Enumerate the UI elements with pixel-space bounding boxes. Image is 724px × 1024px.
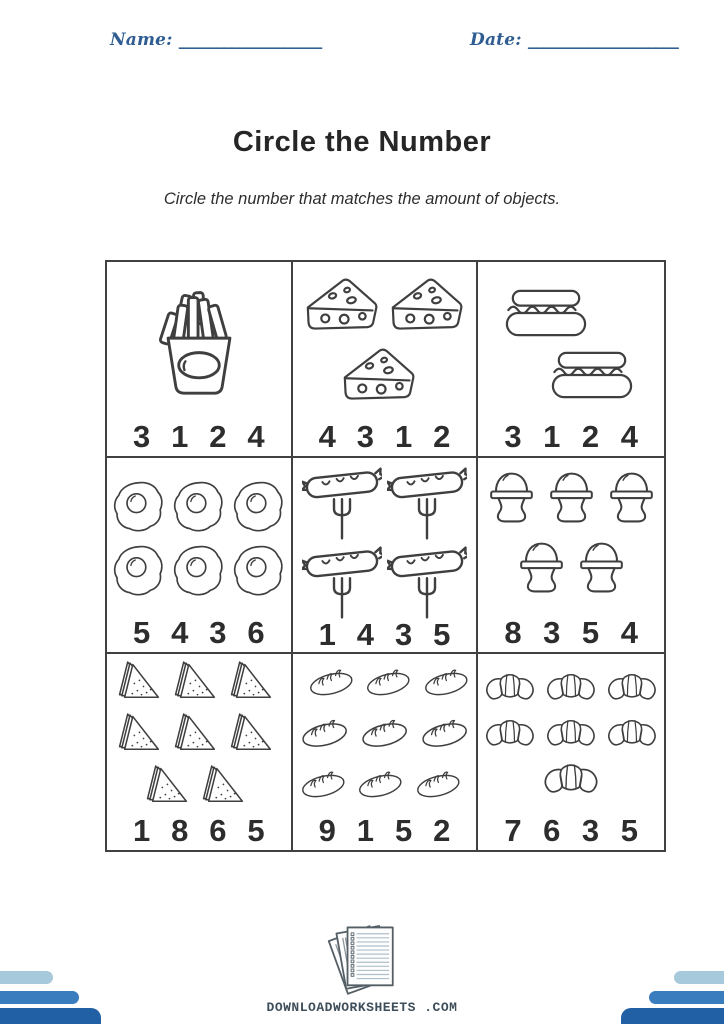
name-field — [110, 30, 321, 50]
boiled-egg-cup-icon — [514, 540, 569, 607]
answer-number-6[interactable]: 6 — [209, 813, 227, 848]
object-row — [297, 464, 473, 540]
fried-egg-icon — [111, 476, 166, 537]
answer-number-6[interactable]: 6 — [247, 615, 265, 650]
answer-number-3[interactable]: 3 — [581, 813, 600, 848]
decoration-bar — [621, 1008, 724, 1024]
grid-cell-cheese — [293, 262, 479, 458]
answer-number-row — [478, 612, 664, 652]
answer-number-2[interactable]: 2 — [209, 419, 227, 454]
object-row — [482, 282, 660, 341]
croissant-icon — [604, 668, 660, 711]
sandwich-icon — [229, 712, 280, 763]
bread-loaf-icon — [305, 660, 358, 708]
date-field — [470, 30, 678, 50]
bread-loaf-icon — [417, 711, 472, 759]
object-row — [111, 284, 287, 400]
object-row — [297, 543, 473, 619]
croissant-icon — [482, 668, 538, 711]
cheese-icon — [302, 274, 382, 341]
answer-number-row — [107, 612, 291, 652]
sandwich-icon — [173, 660, 224, 711]
sausage-object-group — [293, 458, 477, 619]
sandwich-icon — [117, 712, 168, 763]
grid-cell-hotdog — [478, 262, 664, 458]
fries-icon — [140, 284, 258, 400]
hotdog-icon — [498, 282, 594, 341]
answer-number-3[interactable]: 3 — [543, 615, 561, 650]
object-row — [297, 344, 473, 411]
answer-number-row — [478, 810, 664, 850]
answer-number-row — [107, 815, 291, 850]
boiled-egg-cup-icon — [574, 540, 629, 607]
answer-number-row — [293, 619, 477, 654]
answer-number-1[interactable]: 1 — [133, 813, 151, 848]
object-row — [482, 668, 660, 711]
sausage-on-fork-icon — [302, 543, 382, 619]
answer-number-5[interactable]: 5 — [394, 813, 413, 848]
answer-number-2[interactable]: 2 — [433, 419, 451, 454]
bread-object-group — [293, 654, 477, 810]
worksheet-grid — [105, 260, 666, 852]
decoration-bar — [649, 991, 724, 1004]
decoration-bar — [0, 971, 53, 984]
fried-egg-icon — [171, 540, 226, 601]
grid-cell-egg-cup — [478, 458, 664, 654]
object-row — [482, 760, 660, 803]
object-row — [297, 660, 473, 708]
answer-number-4[interactable]: 4 — [356, 617, 375, 652]
decoration-bar — [0, 991, 79, 1004]
answer-number-row — [107, 416, 291, 456]
fried-egg-icon — [111, 540, 166, 601]
bread-loaf-icon — [297, 762, 350, 810]
bread-loaf-icon — [362, 660, 415, 708]
object-row — [297, 274, 473, 341]
cheese-icon — [339, 344, 419, 411]
object-row — [482, 714, 660, 757]
object-row — [111, 476, 287, 537]
fried-egg-icon — [231, 476, 286, 537]
downloadworksheets-logo — [0, 922, 724, 1015]
answer-number-4[interactable]: 4 — [318, 419, 336, 454]
answer-number-row — [293, 416, 477, 456]
croissant-icon — [543, 714, 599, 757]
croissant-icon — [543, 668, 599, 711]
date-label: Date: — [470, 30, 522, 50]
cheese-icon — [387, 274, 467, 341]
grid-cell-sandwich — [107, 654, 293, 850]
answer-number-row — [293, 810, 477, 850]
answer-number-1[interactable]: 1 — [394, 419, 413, 454]
sandwich-icon — [173, 712, 224, 763]
answer-number-9[interactable]: 9 — [318, 813, 336, 848]
answer-number-3[interactable]: 3 — [356, 419, 375, 454]
object-row — [111, 660, 287, 711]
answer-number-2[interactable]: 2 — [433, 813, 451, 848]
answer-number-4[interactable]: 4 — [620, 615, 638, 650]
sandwich-icon — [117, 660, 168, 711]
hotdog-object-group — [478, 262, 664, 416]
answer-number-4[interactable]: 4 — [247, 419, 265, 454]
answer-number-8[interactable]: 8 — [171, 813, 189, 848]
answer-number-5[interactable]: 5 — [247, 813, 265, 848]
decoration-bar — [0, 1008, 101, 1024]
bread-loaf-icon — [412, 762, 465, 810]
answer-number-3[interactable]: 3 — [504, 419, 522, 454]
object-row — [111, 764, 287, 815]
object-row — [111, 712, 287, 763]
answer-number-row — [478, 416, 664, 456]
answer-number-3[interactable]: 3 — [394, 617, 413, 652]
answer-number-1[interactable]: 1 — [543, 419, 561, 454]
bread-loaf-icon — [420, 660, 473, 708]
answer-number-1[interactable]: 1 — [171, 419, 189, 454]
page-title: Circle the Number — [232, 126, 492, 158]
object-row — [111, 540, 287, 601]
answer-number-3[interactable]: 3 — [209, 615, 227, 650]
fried-egg-icon — [171, 476, 226, 537]
decoration-bar — [674, 971, 724, 984]
object-row — [297, 711, 473, 759]
bread-loaf-icon — [357, 711, 412, 759]
sausage-on-fork-icon — [387, 543, 467, 619]
answer-number-8[interactable]: 8 — [504, 615, 522, 650]
page-instructions: Circle the number that matches the amount of objects. — [163, 190, 561, 208]
boiled-egg-cup-icon — [544, 470, 599, 537]
answer-number-5[interactable]: 5 — [620, 813, 638, 848]
sandwich-icon — [229, 660, 280, 711]
answer-number-2[interactable]: 2 — [581, 419, 600, 454]
answer-number-4[interactable]: 4 — [171, 615, 189, 650]
boiled-egg-cup-icon — [604, 470, 659, 537]
grid-cell-croissant — [478, 654, 664, 850]
answer-number-7[interactable]: 7 — [504, 813, 522, 848]
cheese-object-group — [293, 262, 477, 416]
hotdog-icon — [544, 344, 640, 403]
bread-loaf-icon — [297, 711, 352, 759]
answer-number-6[interactable]: 6 — [543, 813, 561, 848]
stacked-worksheets-icon — [316, 922, 408, 998]
answer-number-5[interactable]: 5 — [133, 615, 151, 650]
name-label: Name: — [110, 30, 173, 50]
boiled-egg-cup-icon — [484, 470, 539, 537]
croissant-icon — [482, 714, 538, 757]
fried-egg-icon — [231, 540, 286, 601]
grid-cell-bread — [293, 654, 479, 850]
fried-egg-object-group — [107, 458, 291, 612]
answer-number-1[interactable]: 1 — [318, 617, 336, 652]
fries-object-group — [107, 262, 291, 416]
sandwich-object-group — [107, 654, 291, 815]
sausage-on-fork-icon — [387, 464, 467, 540]
croissant-object-group — [478, 654, 664, 810]
answer-number-5[interactable]: 5 — [433, 617, 451, 652]
date-blank-line[interactable]: ____________________ — [527, 30, 678, 50]
object-row — [297, 762, 473, 810]
sandwich-icon — [201, 764, 252, 815]
sandwich-icon — [145, 764, 196, 815]
grid-cell-sausage — [293, 458, 479, 654]
grid-cell-fries — [107, 262, 293, 458]
name-blank-line[interactable]: ___________________ — [178, 30, 322, 50]
grid-cell-fried-egg — [107, 458, 293, 654]
sausage-on-fork-icon — [302, 464, 382, 540]
bread-loaf-icon — [354, 762, 407, 810]
object-row — [482, 344, 660, 403]
answer-number-4[interactable]: 4 — [620, 419, 638, 454]
object-row — [482, 540, 660, 607]
object-row — [482, 470, 660, 537]
site-url-text: DOWNLOADWORKSHEETS .COM — [266, 1000, 458, 1015]
answer-number-3[interactable]: 3 — [133, 419, 151, 454]
croissant-icon — [540, 760, 602, 803]
croissant-icon — [604, 714, 660, 757]
answer-number-1[interactable]: 1 — [356, 813, 375, 848]
answer-number-5[interactable]: 5 — [581, 615, 600, 650]
egg-cup-object-group — [478, 458, 664, 612]
